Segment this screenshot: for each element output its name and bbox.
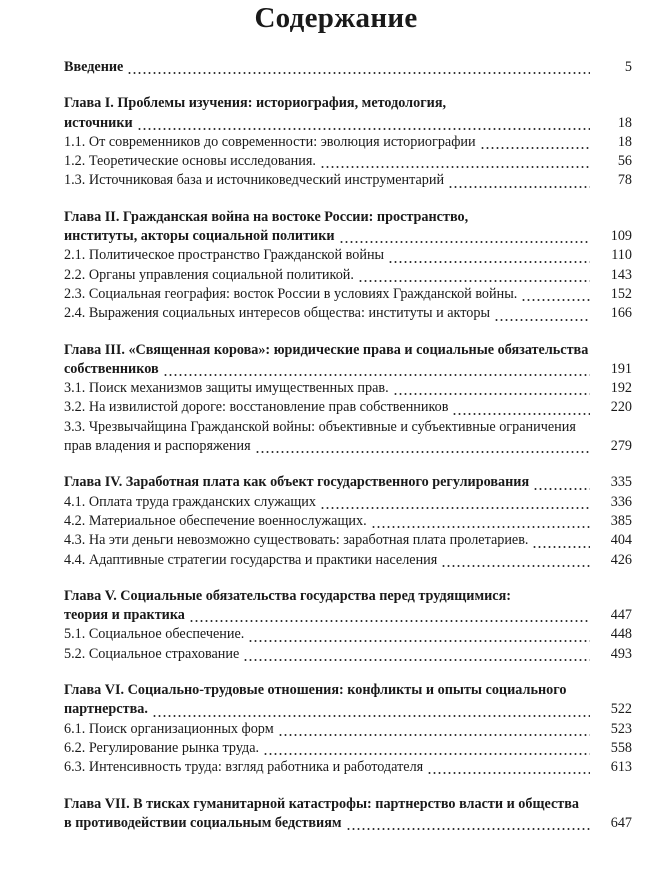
- toc-entry-line: [64, 418, 632, 437]
- toc-entry-title: Введение: [64, 59, 124, 75]
- dot-leader: [320, 154, 590, 171]
- toc-entry-title: 5.1. Социальное обеспечение.: [64, 626, 245, 643]
- page-number: 191: [610, 360, 632, 377]
- toc-entry-title: Глава VI. Социально-трудовые отношения: конфликты и опыты социального: [64, 682, 567, 699]
- toc-entry-title: Глава III. «Священная корова»: юридические права и социальные обязательства: [64, 341, 589, 358]
- page-number: 522: [610, 701, 632, 718]
- page-number: 385: [610, 512, 632, 529]
- page-number: 109: [610, 228, 632, 245]
- dot-leader: [163, 362, 590, 379]
- toc-entry-title: институты, акторы социальной политики: [64, 228, 335, 245]
- toc-entry-title: 4.1. Оплата труда гражданских служащих: [64, 493, 316, 510]
- toc-entry-title: 6.2. Регулирование рынка труда.: [64, 739, 260, 756]
- dot-leader: [393, 381, 590, 398]
- toc-entry-title: теория и практика: [64, 607, 185, 624]
- page-number: 18: [617, 114, 632, 131]
- toc-section-entry[interactable]: [64, 758, 632, 777]
- dot-leader: [358, 268, 590, 285]
- toc-section-entry[interactable]: [64, 720, 632, 739]
- dot-leader: [320, 495, 590, 512]
- toc-entry-title: прав владения и распоряжения: [64, 438, 251, 455]
- toc-entry-line: [64, 227, 632, 246]
- toc-entry-line: [64, 360, 632, 379]
- toc-chapter-entry[interactable]: [64, 341, 632, 380]
- toc-entry-line: [64, 304, 632, 323]
- page-number: 192: [610, 380, 632, 397]
- toc-entry-line: [64, 587, 632, 606]
- toc-entry-title: Глава VII. В тисках гуманитарной катастрофы: партнерство власти и общества: [64, 795, 579, 812]
- toc-group: [64, 681, 632, 777]
- page-number: 166: [610, 305, 632, 322]
- toc-entry-line: [64, 531, 632, 550]
- toc-entry-title: в противодействии социальным бедствиям: [64, 814, 342, 831]
- toc-entry-title: источники: [64, 114, 133, 131]
- toc-chapter-entry[interactable]: [64, 473, 632, 492]
- toc-section-entry[interactable]: [64, 645, 632, 664]
- dot-leader: [532, 534, 590, 551]
- toc-entry-title: Глава I. Проблемы изучения: историография, методология,: [64, 95, 447, 112]
- dot-leader: [371, 514, 590, 531]
- dot-leader: [152, 703, 590, 720]
- dot-leader: [480, 135, 590, 152]
- dot-leader: [248, 628, 590, 645]
- toc-entry-line: [64, 171, 632, 190]
- dot-leader: [441, 553, 590, 570]
- page-number: 335: [610, 474, 632, 491]
- dot-leader: [189, 608, 590, 625]
- page-number: 426: [610, 551, 632, 568]
- toc-section-entry[interactable]: [64, 625, 632, 644]
- toc-entry-line: [64, 795, 632, 814]
- toc-entry-title: собственников: [64, 360, 159, 377]
- page-number: 152: [610, 285, 632, 302]
- toc-entry-line: [64, 625, 632, 644]
- page-number: 404: [610, 532, 632, 549]
- toc-group: [64, 473, 632, 569]
- page-number: 558: [610, 739, 632, 756]
- toc-entry-title: 1.1. От современников до современности: эволюция историографии: [64, 133, 476, 150]
- toc-entry-line: [64, 700, 632, 719]
- toc-group: [64, 341, 632, 457]
- toc-entry-line: [64, 208, 632, 227]
- page-number: 5: [624, 59, 632, 75]
- toc-section-entry[interactable]: [64, 379, 632, 398]
- toc-entry-title: 3.3. Чрезвычайщина Гражданской войны: объективные и субъективные ограничения: [64, 418, 576, 435]
- dot-leader: [346, 816, 590, 833]
- toc-section-entry[interactable]: [64, 171, 632, 190]
- toc-entry-line: [64, 645, 632, 664]
- dot-leader: [494, 307, 590, 324]
- toc-group: [64, 208, 632, 324]
- toc-entry-title: 1.2. Теоретические основы исследования.: [64, 153, 316, 170]
- page-number: 523: [610, 720, 632, 737]
- toc-entry-line: [64, 758, 632, 777]
- toc-group: [64, 587, 632, 664]
- toc-entry-line: [64, 681, 632, 700]
- toc-entry-line: [64, 133, 632, 152]
- toc-entry-title: 5.2. Социальное страхование: [64, 645, 240, 662]
- dot-leader: [452, 401, 590, 418]
- toc-chapter-entry[interactable]: [64, 681, 632, 720]
- dot-leader: [127, 60, 590, 77]
- page-number: 78: [617, 172, 632, 189]
- toc-section-entry[interactable]: [64, 152, 632, 171]
- toc-entry-line: [64, 606, 632, 625]
- page-title: Содержание: [254, 2, 418, 34]
- toc-entry-line: [64, 379, 632, 398]
- toc-section-entry[interactable]: [64, 739, 632, 758]
- toc-entry-title: 6.3. Интенсивность труда: взгляд работника и работодателя: [64, 759, 424, 776]
- toc-section-entry[interactable]: [64, 266, 632, 285]
- toc-section-entry[interactable]: [64, 398, 632, 417]
- toc-section-entry[interactable]: [64, 512, 632, 531]
- toc-section-entry[interactable]: [64, 285, 632, 304]
- toc-entry-line: [64, 551, 632, 570]
- dot-leader: [278, 722, 590, 739]
- toc-chapter-entry[interactable]: [64, 795, 632, 834]
- toc-entry-line: [64, 266, 632, 285]
- toc-entry-line: [64, 114, 632, 133]
- toc-entry-line: [64, 246, 632, 265]
- page-number: 493: [610, 645, 632, 662]
- dot-leader: [427, 760, 590, 777]
- dot-leader: [137, 116, 590, 133]
- toc-entry-title: 3.2. На извилистой дороге: восстановление прав собственников: [64, 399, 449, 416]
- dot-leader: [533, 476, 590, 493]
- dot-leader: [339, 229, 590, 246]
- page-number: 447: [610, 607, 632, 624]
- toc-entry-line: [64, 152, 632, 171]
- table-of-contents: [64, 58, 632, 850]
- toc-entry-line: [64, 285, 632, 304]
- toc-entry-line: [64, 94, 632, 113]
- page-number: 448: [610, 626, 632, 643]
- toc-chapter-entry[interactable]: [64, 587, 632, 626]
- dot-leader: [521, 287, 590, 304]
- toc-section-entry[interactable]: [64, 551, 632, 570]
- page-number: 18: [617, 133, 632, 150]
- toc-entry-line: [64, 814, 632, 833]
- toc-entry-title: 2.1. Политическое пространство Гражданской войны: [64, 247, 385, 264]
- page-number: 647: [610, 814, 632, 831]
- toc-entry-line: [64, 398, 632, 417]
- toc-entry-title: 4.2. Материальное обеспечение военнослужащих.: [64, 512, 367, 529]
- toc-entry-title: 3.1. Поиск механизмов защиты имущественных прав.: [64, 380, 389, 397]
- page-number: 220: [610, 399, 632, 416]
- toc-group: [64, 795, 632, 834]
- toc-section-entry[interactable]: [64, 418, 632, 457]
- toc-entry-title: 1.3. Источниковая база и источниковедческий инструментарий: [64, 172, 445, 189]
- toc-entry-title: 4.3. На эти деньги невозможно существовать: заработная плата пролетариев.: [64, 532, 529, 549]
- toc-entry-title: 2.4. Выражения социальных интересов общества: институты и акторы: [64, 305, 490, 322]
- toc-entry-line: [64, 720, 632, 739]
- dot-leader: [255, 439, 590, 456]
- page-number: 110: [611, 247, 632, 264]
- toc-entry-title: партнерства.: [64, 701, 148, 718]
- toc-entry-line: [64, 493, 632, 512]
- toc-chapter-entry[interactable]: [64, 58, 632, 77]
- toc-entry-title: 4.4. Адаптивные стратегии государства и практики населения: [64, 551, 438, 568]
- page-number: 336: [610, 493, 632, 510]
- toc-entry-title: 2.2. Органы управления социальной политикой.: [64, 266, 354, 283]
- dot-leader: [243, 647, 590, 664]
- toc-section-entry[interactable]: [64, 531, 632, 550]
- toc-group: [64, 94, 632, 190]
- toc-entry-line: [64, 512, 632, 531]
- toc-entry-line: [64, 739, 632, 758]
- dot-leader: [388, 249, 590, 266]
- page-number: 56: [617, 153, 632, 170]
- toc-entry-title: Глава II. Гражданская война на востоке России: пространство,: [64, 208, 469, 225]
- page-number: 613: [610, 759, 632, 776]
- toc-entry-line: [64, 341, 632, 360]
- toc-entry-line: [64, 437, 632, 456]
- dot-leader: [448, 174, 590, 191]
- page-number: 143: [610, 266, 632, 283]
- toc-entry-line: [64, 473, 632, 492]
- dot-leader: [263, 741, 590, 758]
- toc-section-entry[interactable]: [64, 133, 632, 152]
- toc-entry-title: 6.1. Поиск организационных форм: [64, 720, 274, 737]
- toc-section-entry[interactable]: [64, 493, 632, 512]
- toc-group: [64, 58, 632, 77]
- toc-chapter-entry[interactable]: [64, 94, 632, 133]
- toc-entry-line: [64, 58, 632, 77]
- toc-entry-title: 2.3. Социальная география: восток России в условиях Гражданской войны.: [64, 285, 518, 302]
- toc-entry-title: Глава V. Социальные обязательства государства перед трудящимися:: [64, 587, 511, 604]
- toc-chapter-entry[interactable]: [64, 208, 632, 247]
- page-number: 279: [610, 438, 632, 455]
- toc-section-entry[interactable]: [64, 246, 632, 265]
- toc-entry-title: Глава IV. Заработная плата как объект государственного регулирования: [64, 474, 530, 491]
- toc-section-entry[interactable]: [64, 304, 632, 323]
